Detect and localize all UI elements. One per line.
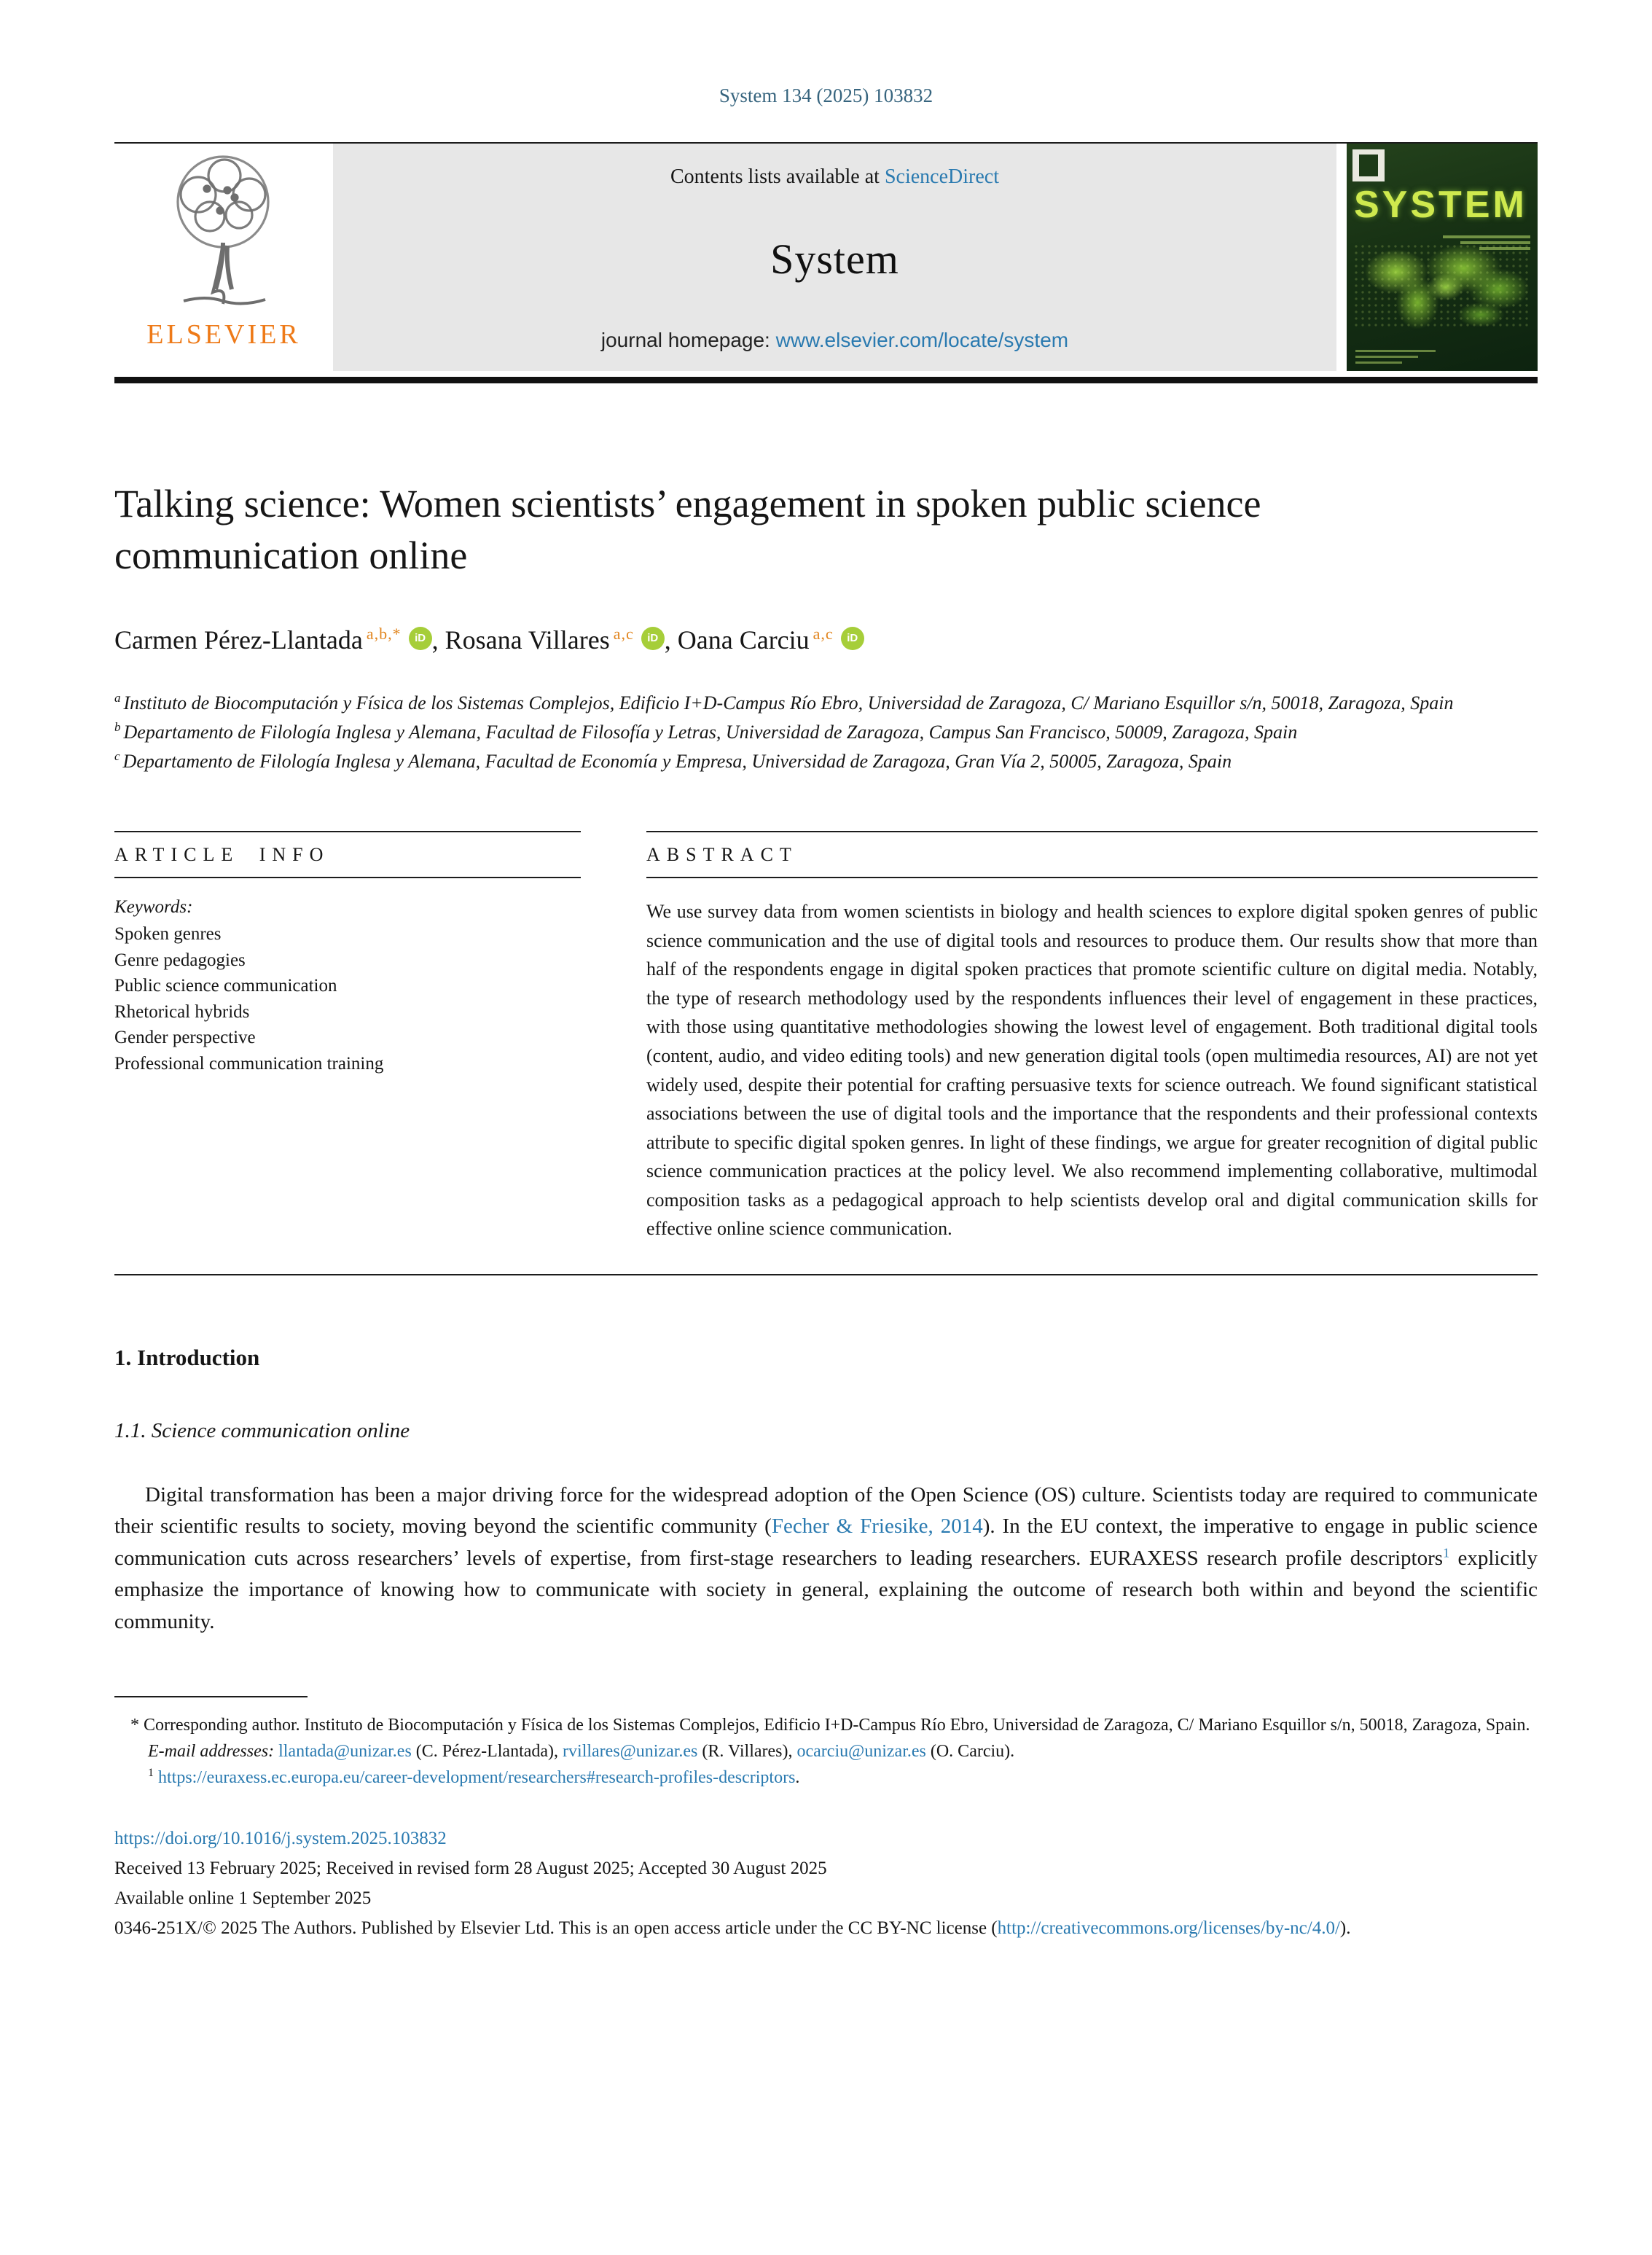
keywords-label: Keywords:: [114, 897, 193, 918]
author-affiliation-ref[interactable]: a,b,*: [366, 624, 402, 643]
elsevier-tree-icon: [143, 146, 305, 317]
journal-homepage-link[interactable]: www.elsevier.com/locate/system: [775, 329, 1069, 351]
author-name: Oana Carciu: [677, 625, 810, 654]
article-title: Talking science: Women scientists’ engagement in spoken public science communication online: [114, 482, 1261, 578]
email-link[interactable]: rvillares@unizar.es: [563, 1742, 698, 1762]
affiliation: $^c$ Departamento de Filología Inglesa y Alemana, Facultad de Economía y Empresa, Universidad de Zaragoza, Gran Vía 2, 50005, Zaragoza, Spain: [114, 749, 1232, 773]
author-line: [114, 625, 1538, 655]
divider: [114, 877, 581, 878]
journal-reference: System 134 (2025) 103832: [719, 85, 933, 106]
sciencedirect-link[interactable]: ScienceDirect: [884, 165, 999, 188]
author: [114, 625, 432, 654]
paragraph-text: Digital transformation has been a major driving force for the widespread adoption of the Open Science (OS) culture. Scientists today are required to communicate their scientific results to society, moving beyond the scientific community (: [114, 1482, 1538, 1539]
footnote-period: .: [795, 1768, 800, 1788]
divider-thick: [114, 377, 1538, 383]
intro-paragraph: [114, 1480, 1538, 1638]
footnote-divider: [114, 1696, 308, 1697]
footnote-url-link[interactable]: https://euraxess.ec.europa.eu/career-development/researchers#research-profiles-descriptors: [158, 1768, 796, 1788]
divider: [646, 877, 1538, 878]
journal-title: System: [770, 235, 899, 283]
author-name: Carmen Pérez-Llantada: [114, 625, 363, 654]
keyword: Professional communication training: [114, 1053, 384, 1074]
author: [445, 625, 665, 654]
abstract-heading: ABSTRACT: [646, 844, 798, 866]
paragraph-text: explicitly emphasize the importance of knowing how to communicate with society in general, explaining the outcome of research both within and beyond the scientific community.: [114, 1546, 1538, 1633]
contents-prefix: Contents lists available at: [670, 165, 885, 188]
cover-publisher-badge: [1352, 149, 1385, 181]
article-footer: [114, 1829, 1538, 1939]
article-info-abstract: [114, 831, 1538, 1243]
received-dates: Received 13 February 2025; Received in revised form 28 August 2025; Accepted 30 August 2025: [114, 1859, 827, 1879]
author-separator: ,: [431, 625, 445, 654]
email-link[interactable]: ocarciu@unizar.es: [796, 1742, 926, 1762]
copyright-text: ).: [1339, 1918, 1351, 1939]
keyword: Rhetorical hybrids: [114, 1001, 250, 1022]
email-link[interactable]: llantada@unizar.es: [278, 1742, 412, 1762]
journal-masthead: [333, 144, 1336, 371]
keyword: Spoken genres: [114, 924, 222, 945]
paragraph-text: ). In the EU context, the imperative to engage in public science communication cuts across researchers’ levels of expertise, from first-stage researchers to leading researchers. EURAXESS research profile descriptors: [114, 1515, 1538, 1570]
copyright-text: 0346-251X/© 2025 The Authors. Published by Elsevier Ltd. This is an open access article under the CC BY-NC license (: [114, 1918, 998, 1939]
homepage-prefix: journal homepage:: [600, 329, 776, 351]
section-heading-introduction: 1. Introduction: [114, 1344, 260, 1370]
footnote-ref-link[interactable]: 1: [1443, 1544, 1450, 1560]
available-online: Available online 1 September 2025: [114, 1888, 372, 1909]
article-info-column: [114, 831, 581, 1243]
subsection-heading: 1.1. Science communication online: [114, 1418, 410, 1442]
cover-footer-lines: [1355, 346, 1436, 364]
orcid-icon[interactable]: [409, 627, 432, 650]
elsevier-logo: [114, 144, 333, 371]
author: [678, 625, 864, 654]
elsevier-wordmark: ELSEVIER: [146, 319, 301, 350]
email-addresses-note: [114, 1738, 1538, 1764]
email-label: E-mail addresses:: [148, 1742, 279, 1762]
keyword: Gender perspective: [114, 1028, 256, 1048]
email-owner: (O. Carciu).: [925, 1742, 1015, 1762]
email-owner: (R. Villares),: [697, 1742, 797, 1762]
copyright-line: [114, 1918, 1538, 1939]
author-affiliation-ref[interactable]: a,c: [813, 624, 834, 643]
footnote-marker: 1: [148, 1767, 154, 1780]
corresponding-author-note: * Corresponding author. Instituto de Biocomputación y Física de los Sistemas Complejos, Edificio I+D-Campus Río Ebro, Universidad de Zaragoza, C/ Mariano Esquillor s/n, 50018, Zaragoza, Spain.: [130, 1716, 1530, 1735]
orcid-icon[interactable]: [641, 627, 665, 650]
footnote-area: [114, 1696, 1538, 1791]
keyword: Public science communication: [114, 976, 337, 996]
cover-journal-title: SYSTEM: [1354, 184, 1527, 226]
affiliation: $^a$ Instituto de Biocomputación y Física de los Sistemas Complejos, Edificio I+D-Campus Río Ebro, Universidad de Zaragoza, C/ Mariano Esquillor s/n, 50018, Zaragoza, Spain: [114, 690, 1454, 714]
journal-cover: [1347, 144, 1538, 371]
homepage-line: [601, 329, 1068, 352]
author-separator: ,: [664, 625, 678, 654]
contents-line: [670, 165, 999, 189]
email-owner: (C. Pérez-Llantada),: [411, 1742, 563, 1762]
footnote-1: [114, 1764, 1538, 1791]
affiliation: $^b$ Departamento de Filología Inglesa y Alemana, Facultad de Filosofía y Letras, Universidad de Zaragoza, Campus San Francisco, 50009, Zaragoza, Spain: [114, 720, 1298, 743]
cover-world-map: [1354, 244, 1530, 330]
citation-link[interactable]: Fecher & Friesike, 2014: [771, 1515, 983, 1539]
doi-link[interactable]: https://doi.org/10.1016/j.system.2025.103832: [114, 1829, 447, 1849]
keyword: Genre pedagogies: [114, 950, 246, 970]
license-link[interactable]: http://creativecommons.org/licenses/by-nc/4.0/: [997, 1918, 1340, 1939]
orcid-icon[interactable]: [841, 627, 864, 650]
abstract-column: [646, 831, 1538, 1243]
article-info-heading: ARTICLE INFO: [114, 844, 330, 866]
journal-header-band: [114, 144, 1538, 371]
author-name: Rosana Villares: [445, 625, 610, 654]
author-affiliation-ref[interactable]: a,c: [613, 624, 634, 643]
affiliations: [114, 689, 1538, 777]
abstract-text: We use survey data from women scientists in biology and health sciences to explore digital spoken genres of public science communication and the use of digital tools and resources to produce them. Our results show that more than half of the respondents engage in digital spoken practices that promote scientific culture on digital media. Notably, the type of research methodology used by the respondents influences their level of engagement in these practices, with those using quantitative methodologies showing the lowest level of engagement. Both traditional digital tools (content, audio, and video editing tools) and new generation digital tools (open multimedia resources, AI) are not yet widely used, despite their potential for crafting persuasive texts for science outreach. We found significant statistical associations between the use of digital tools and the importance that the respondents and their professional contexts attribute to specific digital spoken genres. In light of these findings, we argue for greater recognition of digital public science communication practices at the policy level. We also recommend implementing collaborative, multimodal composition tasks as a pedagogical approach to help scientists develop oral and digital communication skills for effective online science communication.: [646, 901, 1538, 1240]
divider: [114, 1274, 1538, 1275]
